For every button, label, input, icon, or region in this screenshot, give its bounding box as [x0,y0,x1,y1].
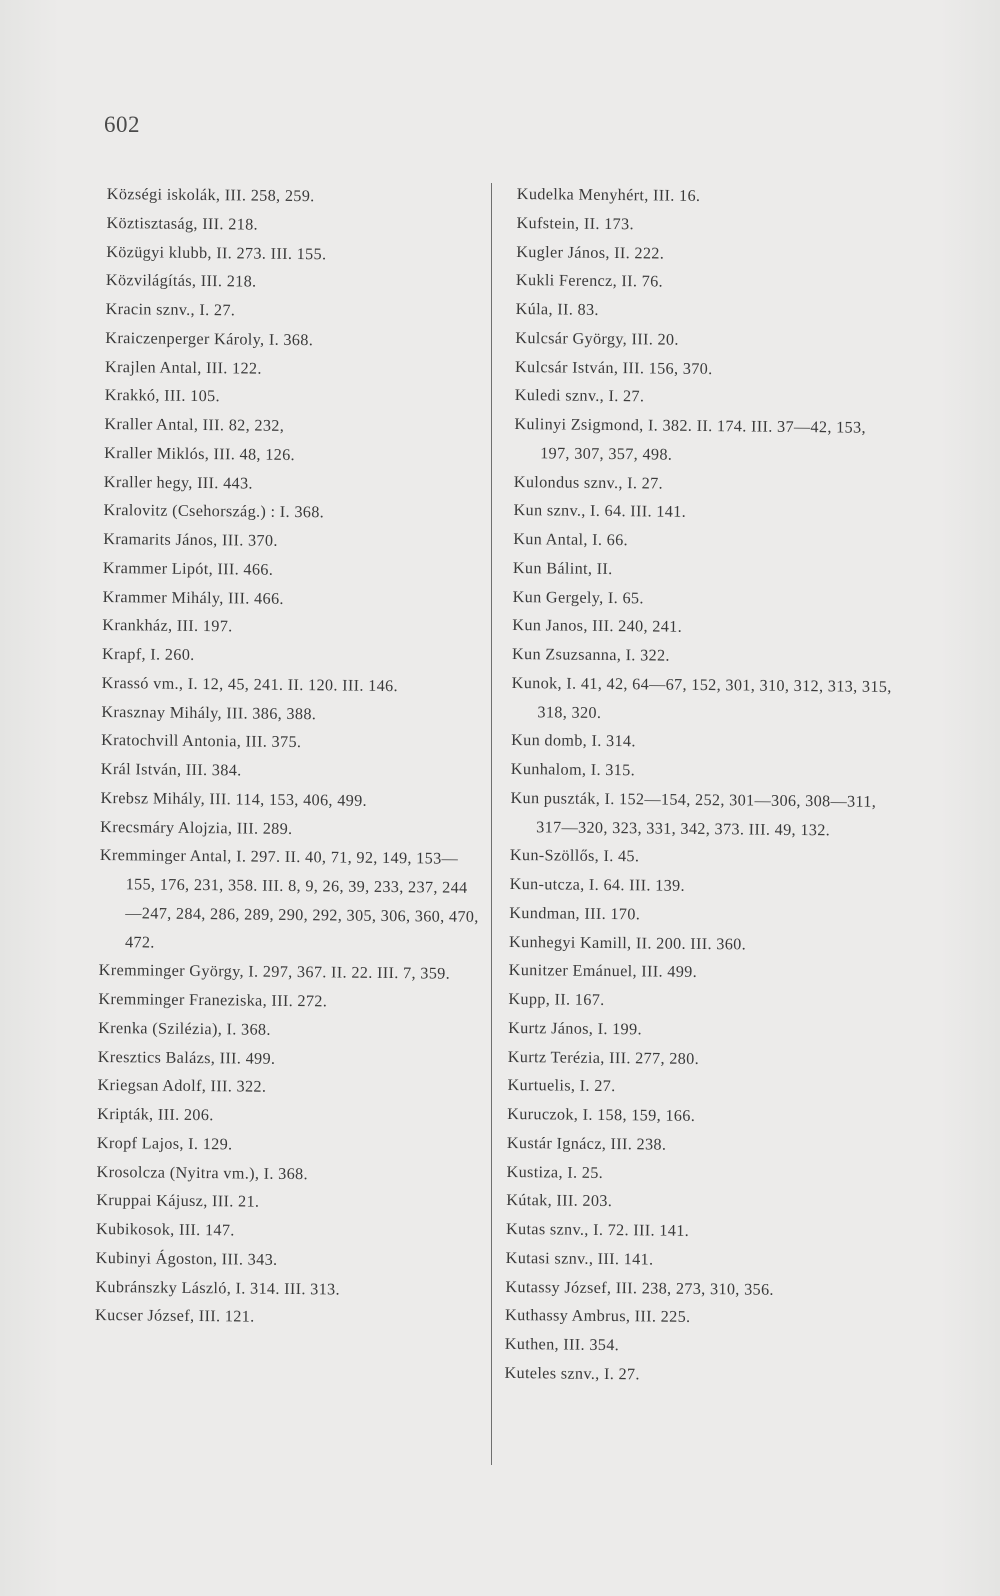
index-entry: Kraller Antal, III. 82, 232, [104,414,285,435]
index-entry: Kugler János, II. 222. [516,242,665,263]
index-entry: Kuthassy Ambrus, III. 225. [505,1306,691,1327]
column-divider [491,183,492,1465]
index-entry: Krassó vm., I. 12, 45, 241. II. 120. III. 146. [101,673,399,695]
index-entry: Kutassy József, III. 238, 273, 310, 356. [505,1277,774,1299]
index-entry: Kremminger Franeziska, III. 272. [98,989,328,1011]
index-entry: Kun puszták, I. 152—154, 252, 301—306, 308—311, 317—320, 323, 331, 342, 373. III. 49, 132. [510,788,877,839]
index-entry: Kramarits János, III. 370. [103,529,278,550]
index-entry: Kuthen, III. 354. [504,1334,620,1355]
index-entry: Kudelka Menyhért, III. 16. [516,184,701,205]
index-entry: Kustiza, I. 25. [506,1162,604,1182]
index-entry: Kraller Miklós, III. 48, 126. [104,443,296,464]
index-entry: Krankház, III. 197. [102,616,233,636]
index-entry: Kunitzer Emánuel, III. 499. [508,961,698,982]
index-entry: Krosolcza (Nyitra vm.), I. 368. [96,1162,309,1183]
index-entry: Kútak, III. 203. [506,1191,613,1211]
index-entry: Krebsz Mihály, III. 114, 153, 406, 499. [100,788,368,810]
index-entry: Kun Antal, I. 66. [513,529,629,550]
index-entry: Kulinyi Zsigmond, I. 382. II. 174. III. 37—42, 153, 197, 307, 357, 498. [514,414,866,464]
page-number: 602 [104,112,140,137]
index-entry: Kunhalom, I. 315. [510,759,636,780]
index-entry: Kubikosok, III. 147. [95,1219,235,1240]
index-entry: Kucser József, III. 121. [95,1306,255,1326]
index-entry: Kratochvill Antonia, III. 375. [101,731,302,752]
index-entry: Közvilágítás, III. 218. [105,271,257,291]
index-entry: Kraller hegy, III. 443. [103,472,253,493]
index-entry: Krapf, I. 260. [101,644,195,664]
index-entry: Kracin sznv., I. 27. [105,299,236,320]
index-entry: Kresztics Balázs, III. 499. [97,1047,276,1068]
index-entry: Közügyi klubb, II. 273. III. 155. [106,242,327,263]
index-entry: Kunhegyi Kamill, II. 200. III. 360. [508,932,747,953]
left-index-column [95,180,487,1334]
index-entry: Kulcsár György, III. 20. [515,328,679,349]
index-entry: Kulcsár István, III. 156, 370. [514,357,713,378]
index-entry: Kun-Szöllős, I. 45. [509,846,640,866]
index-entry: Kripták, III. 206. [97,1104,214,1125]
index-entry: Kremminger György, I. 297, 367. II. 22. III. 7, 359. [98,961,451,983]
index-entry: Kun Bálint, II. [512,558,613,578]
index-entry: Krenka (Szilézia), I. 368. [98,1018,271,1039]
index-entry: Krasznay Mihály, III. 386, 388. [101,702,317,723]
index-entry: Kutasi sznv., III. 141. [505,1248,654,1269]
index-entry: Kubinyi Ágoston, III. 343. [95,1248,278,1269]
index-entry: Kurtz János, I. 199. [508,1018,642,1039]
index-entry: Kremminger Antal, I. 297. II. 40, 71, 92, 149, 153—155, 176, 231, 358. III. 8, 9, 26, 39, 233, 237, 244—247, 284, 286, 289, 290, 292, 305, 306, 360, 470, 472. [99,846,479,952]
index-entry: Krecsmáry Alojzia, III. 289. [100,817,293,838]
index-entry: Kustár Ignácz, III. 238. [506,1133,667,1154]
index-entry: Kulondus sznv., I. 27. [513,472,664,493]
index-entry: Kurtz Terézia, III. 277, 280. [507,1047,700,1068]
index-entry: Kun Gergely, I. 65. [512,587,644,607]
index-entry: Kuledi sznv., I. 27. [514,386,645,406]
right-index-column [504,180,897,1391]
index-entry: Kun sznv., I. 64. III. 141. [513,501,687,522]
index-entry: Kubránszky László, I. 314. III. 313. [95,1277,341,1298]
index-entry: Kukli Ferencz, II. 76. [515,271,664,291]
index-entry: Kunok, I. 41, 42, 64—67, 152, 301, 310, 312, 313, 315, 318, 320. [511,673,892,722]
index-entry: Krammer Lipót, III. 466. [102,558,274,579]
index-entry: Kupp, II. 167. [508,989,605,1009]
index-entry: Král István, III. 384. [100,759,242,780]
index-entry: Krajlen Antal, III. 122. [104,357,262,378]
index-entry: Kun Zsuzsanna, I. 322. [511,644,670,665]
index-entry: Kropf Lajos, I. 129. [96,1133,233,1154]
index-entry: Kuteles sznv., I. 27. [504,1363,640,1384]
index-entry: Kriegsan Adolf, III. 322. [97,1076,267,1096]
index-entry: Kurtuelis, I. 27. [507,1076,616,1096]
index-entry: Kutas sznv., I. 72. III. 141. [505,1219,690,1240]
index-entry: Kufstein, II. 173. [516,213,634,233]
index-entry: Kun-utcza, I. 64. III. 139. [509,874,686,895]
index-entry: Kun domb, I. 314. [511,731,636,751]
index-entry: Községi iskolák, III. 258, 259. [106,184,315,206]
index-entry: Kuruczok, I. 158, 159, 166. [507,1104,696,1125]
index-entry: Kraiczenperger Károly, I. 368. [105,328,314,349]
index-entry: Krammer Mihály, III. 466. [102,587,284,608]
index-entry: Köztisztaság, III. 218. [106,213,259,234]
index-entry: Kruppai Kájusz, III. 21. [96,1191,260,1211]
index-entry: Kralovitz (Csehország.) : I. 368. [103,501,325,522]
index-entry: Krakkó, III. 105. [104,386,221,406]
index-entry: Kundman, III. 170. [509,903,641,924]
index-entry: Kúla, II. 83. [515,299,599,319]
index-entry: Kun Janos, III. 240, 241. [512,616,683,637]
